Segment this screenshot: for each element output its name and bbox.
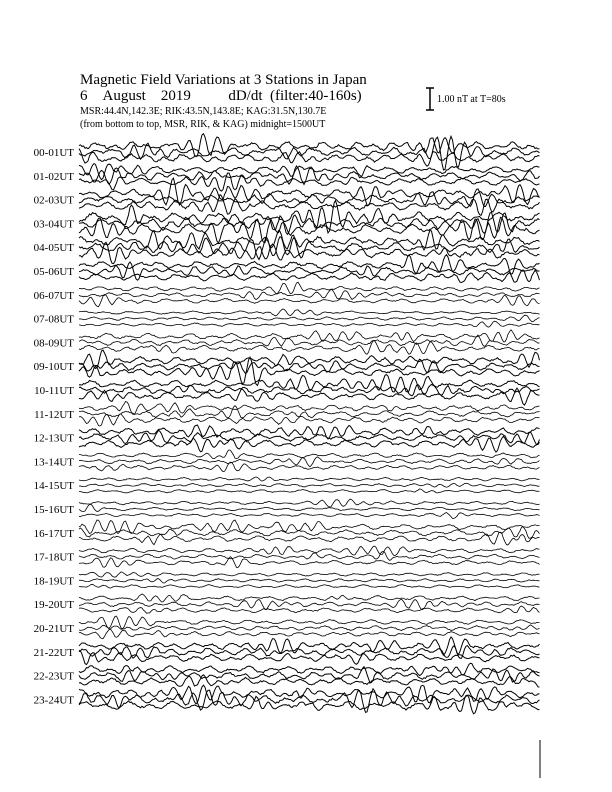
hour-label: 09-10UT	[33, 361, 74, 374]
trace-RIK	[79, 552, 540, 561]
trace-RIK	[79, 212, 540, 234]
order-note: (from bottom to top, MSR, RIK, & KAG)	[80, 119, 248, 130]
hour-label: 21-22UT	[33, 646, 74, 659]
trace-KAG	[79, 450, 540, 459]
trace-KAG	[79, 499, 540, 507]
trace-RIK	[79, 289, 540, 299]
hour-row-16-17UT	[34, 520, 540, 545]
trace-MSR	[79, 321, 540, 327]
trace-RIK	[79, 579, 540, 583]
hour-row-01-02UT	[34, 164, 540, 192]
trace-KAG	[79, 309, 540, 316]
trace-MSR	[79, 357, 540, 385]
trace-RIK	[79, 315, 540, 322]
hour-label: 15-16UT	[33, 504, 74, 516]
trace-MSR	[79, 270, 540, 283]
hour-row-10-11UT	[34, 375, 539, 406]
trace-KAG	[79, 594, 540, 602]
trace-KAG	[79, 164, 540, 180]
hour-row-09-10UT	[34, 350, 540, 385]
scale-label: 1.00 nT at T=80s	[437, 94, 506, 105]
hour-label: 02-03UT	[33, 194, 74, 207]
hour-row-06-07UT	[34, 282, 540, 306]
hour-row-20-21UT	[34, 616, 540, 639]
hour-label: 12-13UT	[33, 432, 74, 445]
station-coordinates: MSR:44.4N,142.3E; RIK:43.5N,143.8E; KAG:31.5N,130.7E	[80, 106, 327, 117]
trace-KAG	[79, 572, 540, 577]
hour-row-17-18UT	[34, 546, 540, 567]
hour-row-14-15UT	[34, 477, 540, 493]
trace-MSR	[79, 584, 540, 588]
hour-row-18-19UT	[34, 572, 540, 588]
hour-label: 19-20UT	[33, 599, 74, 612]
trace-KAG	[79, 520, 540, 534]
trace-MSR	[79, 695, 540, 714]
hour-label: 01-02UT	[33, 170, 74, 183]
trace-KAG	[79, 282, 540, 294]
hour-label: 20-21UT	[33, 623, 74, 635]
hour-label: 05-06UT	[33, 266, 74, 278]
chart-title: Magnetic Field Variations at 3 Stations in Japan	[80, 72, 367, 88]
trace-KAG	[79, 134, 540, 157]
trace-KAG	[79, 178, 540, 205]
hour-row-15-16UT	[34, 499, 540, 518]
hour-row-11-12UT	[34, 402, 539, 427]
midnight-note: midnight=1500UT	[250, 119, 326, 130]
date-year: 2019	[160, 88, 191, 104]
hour-label: 23-24UT	[33, 694, 74, 707]
trace-KAG	[79, 637, 540, 655]
hour-label: 06-07UT	[33, 289, 74, 302]
hour-row-19-20UT	[34, 594, 540, 613]
hour-row-22-23UT	[34, 663, 540, 687]
trace-RIK	[79, 335, 540, 346]
hour-label: 22-23UT	[33, 670, 74, 683]
trace-MSR	[79, 149, 540, 167]
hour-row-04-05UT	[34, 230, 540, 264]
date-month: August	[102, 88, 146, 104]
trace-RIK	[79, 457, 540, 467]
trace-RIK	[79, 136, 540, 170]
hour-label: 10-11UT	[34, 385, 74, 397]
quantity-label: dD/dt	[228, 88, 263, 104]
trace-RIK	[79, 430, 540, 445]
trace-RIK	[79, 646, 540, 659]
trace-MSR	[79, 489, 540, 493]
hour-row-05-06UT	[34, 255, 540, 283]
trace-MSR	[79, 414, 540, 426]
hour-label: 00-01UT	[33, 147, 74, 159]
trace-RIK	[79, 406, 540, 418]
date-day: 6	[80, 88, 88, 104]
trace-RIK	[79, 483, 540, 487]
trace-MSR	[79, 341, 540, 355]
hour-label: 11-12UT	[34, 408, 74, 421]
hour-row-21-22UT	[34, 637, 540, 665]
trace-MSR	[79, 629, 540, 639]
hour-label: 14-15UT	[33, 480, 74, 493]
hour-rows	[34, 134, 540, 714]
hour-label: 13-14UT	[33, 456, 74, 469]
hour-label: 04-05UT	[33, 242, 74, 255]
hour-row-08-09UT	[34, 330, 540, 354]
hour-row-23-24UT	[34, 685, 540, 714]
hour-label: 17-18UT	[33, 551, 74, 564]
trace-RIK	[79, 504, 540, 511]
hour-label: 18-19UT	[33, 575, 74, 588]
hour-label: 03-04UT	[33, 218, 74, 231]
hour-label: 07-08UT	[33, 313, 74, 326]
hour-label: 16-17UT	[33, 527, 74, 540]
trace-KAG	[79, 663, 540, 675]
filter-label: (filter:40-160s)	[270, 88, 362, 104]
hour-row-13-14UT	[34, 450, 540, 472]
trace-MSR	[79, 606, 540, 613]
hour-row-12-13UT	[34, 425, 540, 452]
trace-MSR	[79, 675, 540, 687]
hour-label: 08-09UT	[33, 337, 74, 350]
trace-MSR	[79, 217, 540, 243]
trace-MSR	[79, 513, 540, 519]
trace-RIK	[79, 625, 540, 631]
trace-KAG	[79, 330, 540, 342]
trace-KAG	[79, 477, 540, 481]
hour-row-07-08UT	[34, 309, 540, 327]
